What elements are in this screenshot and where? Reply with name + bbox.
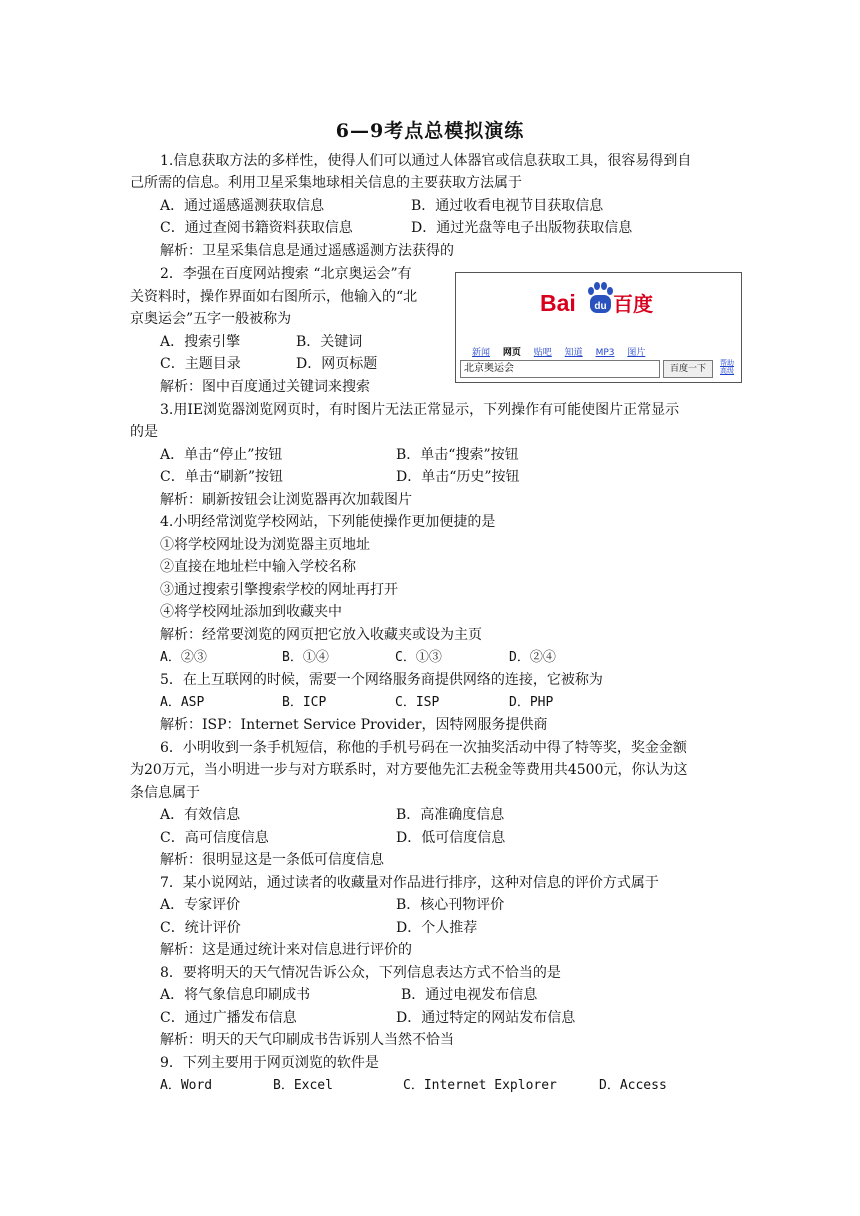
- q2-option-d: D．网页标题: [296, 356, 378, 372]
- q4-item-2: ②直接在地址栏中输入学校名称: [160, 559, 356, 575]
- q5-option-a: A．ASP: [160, 695, 205, 710]
- q1-option-c: C．通过查阅书籍资料获取信息: [160, 220, 353, 236]
- q1-option-b: B．通过收看电视节目获取信息: [411, 198, 604, 214]
- q5-stem: 5．在上互联网的时候，需要一个网络服务商提供网络的连接，它被称为: [160, 672, 603, 688]
- q1-analysis: 解析：卫星采集信息是通过遥感遥测方法获得的: [160, 243, 454, 259]
- q6-option-d: D．低可信度信息: [396, 830, 506, 846]
- q6-analysis: 解析：很明显这是一条低可信度信息: [160, 852, 384, 868]
- q8-option-d: D．通过特定的网站发布信息: [396, 1010, 576, 1026]
- q4-option-c: C．①③: [395, 650, 442, 665]
- q4-item-1: ①将学校网址设为浏览器主页地址: [160, 537, 370, 553]
- q7-option-d: D．个人推荐: [396, 920, 478, 936]
- page-title: 6—9考点总模拟演练: [335, 120, 525, 142]
- nav-images[interactable]: 图片: [627, 348, 646, 358]
- q1-option-a: A．通过遥感遥测获取信息: [160, 198, 325, 214]
- q6-option-a: A．有效信息: [160, 807, 241, 823]
- q4-analysis: 解析：经常要浏览的网页把它放入收藏夹或设为主页: [160, 627, 482, 643]
- q2-option-a: A．搜索引擎: [160, 334, 241, 350]
- q8-option-b: B．通过电视发布信息: [401, 987, 538, 1003]
- nav-zhidao[interactable]: 知道: [564, 348, 583, 358]
- svg-text:du: du: [594, 301, 607, 312]
- baidu-help-links[interactable]: [720, 359, 734, 375]
- q6-stem-line3: 条信息属于: [130, 785, 200, 801]
- baidu-search-input[interactable]: 北京奥运会: [460, 360, 660, 378]
- q2-stem-line3: 京奥运会”五字一般被称为: [130, 311, 292, 327]
- svg-text:百度: 百度: [613, 292, 653, 316]
- q4-option-b: B．①④: [282, 650, 329, 665]
- advanced-link[interactable]: 高级: [720, 367, 734, 375]
- q4-item-3: ③通过搜索引擎搜索学校的网址再打开: [160, 582, 398, 598]
- q9-stem: 9．下列主要用于网页浏览的软件是: [160, 1055, 379, 1071]
- q2-option-c: C．主题目录: [160, 356, 241, 372]
- q3-option-d: D．单击“历史”按钮: [396, 469, 520, 485]
- q5-option-b: B．ICP: [282, 695, 327, 710]
- q3-analysis: 解析：刷新按钮会让浏览器再次加载图片: [160, 492, 412, 508]
- q9-option-c: C．Internet Explorer: [403, 1078, 557, 1093]
- nav-mp3[interactable]: MP3: [595, 348, 615, 358]
- q8-stem: 8．要将明天的天气情况告诉公众，下列信息表达方式不恰当的是: [160, 965, 561, 981]
- q8-option-c: C．通过广播发布信息: [160, 1010, 297, 1026]
- nav-tieba[interactable]: 贴吧: [533, 348, 552, 358]
- q8-analysis: 解析：明天的天气印刷成书告诉别人当然不恰当: [160, 1032, 454, 1048]
- svg-text:Bai: Bai: [540, 290, 576, 316]
- q9-option-d: D．Access: [599, 1078, 667, 1093]
- q2-analysis: 解析：图中百度通过关键词来搜索: [160, 379, 370, 395]
- paw-icon: [588, 282, 613, 313]
- q6-stem-line1: 6．小明收到一条手机短信，称他的手机号码在一次抽奖活动中得了特等奖，奖金金额: [160, 740, 687, 756]
- q1-option-d: D．通过光盘等电子出版物获取信息: [411, 220, 633, 236]
- q9-option-b: B．Excel: [273, 1078, 333, 1093]
- q4-item-4: ④将学校网址添加到收藏夹中: [160, 604, 342, 620]
- q5-option-c: C．ISP: [395, 695, 440, 710]
- q7-option-a: A．专家评价: [160, 897, 241, 913]
- q7-analysis: 解析：这是通过统计来对信息进行评价的: [160, 942, 412, 958]
- help-link[interactable]: 帮助: [720, 359, 734, 367]
- q1-stem-line2: 己所需的信息。利用卫星采集地球相关信息的主要获取方法属于: [130, 175, 522, 191]
- baidu-search-figure: [455, 272, 742, 383]
- baidu-search-button[interactable]: 百度一下: [663, 360, 713, 378]
- q2-stem-line2: 关资料时，操作界面如右图所示，他输入的“北: [130, 289, 418, 305]
- q7-option-c: C．统计评价: [160, 920, 241, 936]
- q6-option-b: B．高准确度信息: [396, 807, 505, 823]
- q2-option-b: B．关键词: [296, 334, 363, 350]
- q4-option-a: A．②③: [160, 650, 207, 665]
- baidu-nav: [472, 345, 655, 358]
- nav-web[interactable]: 网页: [502, 348, 521, 358]
- q2-stem-line1: 2．李强在百度网站搜索 “北京奥运会”有: [160, 266, 412, 282]
- q7-stem: 7．某小说网站，通过读者的收藏量对作品进行排序，这种对信息的评价方式属于: [160, 875, 659, 891]
- q3-option-b: B．单击“搜索”按钮: [396, 447, 519, 463]
- q3-stem-line1: 3.用IE浏览器浏览网页时，有时图片无法正常显示，下列操作有可能使图片正常显示: [160, 402, 680, 418]
- q3-stem-line2: 的是: [130, 424, 158, 440]
- q5-analysis: 解析：ISP：Internet Service Provider，因特网服务提供商: [160, 717, 548, 733]
- q9-option-a: A．Word: [160, 1078, 213, 1093]
- q8-option-a: A．将气象信息印刷成书: [160, 987, 311, 1003]
- baidu-logo: [540, 279, 660, 319]
- q5-option-d: D．PHP: [509, 695, 554, 710]
- q4-option-d: D．②④: [509, 650, 556, 665]
- q6-stem-line2: 为20万元，当小明进一步与对方联系时，对方要他先汇去税金等费用共4500元，你认为这: [130, 762, 688, 778]
- q6-option-c: C．高可信度信息: [160, 830, 269, 846]
- q7-option-b: B．核心刊物评价: [396, 897, 505, 913]
- nav-news[interactable]: 新闻: [472, 348, 491, 358]
- q1-stem-line1: 1.信息获取方法的多样性，使得人们可以通过人体器官或信息获取工具，很容易得到自: [160, 153, 692, 169]
- q3-option-a: A．单击“停止”按钮: [160, 447, 283, 463]
- q3-option-c: C．单击“刷新”按钮: [160, 469, 284, 485]
- q4-stem: 4.小明经常浏览学校网站，下列能使操作更加便捷的是: [160, 514, 496, 530]
